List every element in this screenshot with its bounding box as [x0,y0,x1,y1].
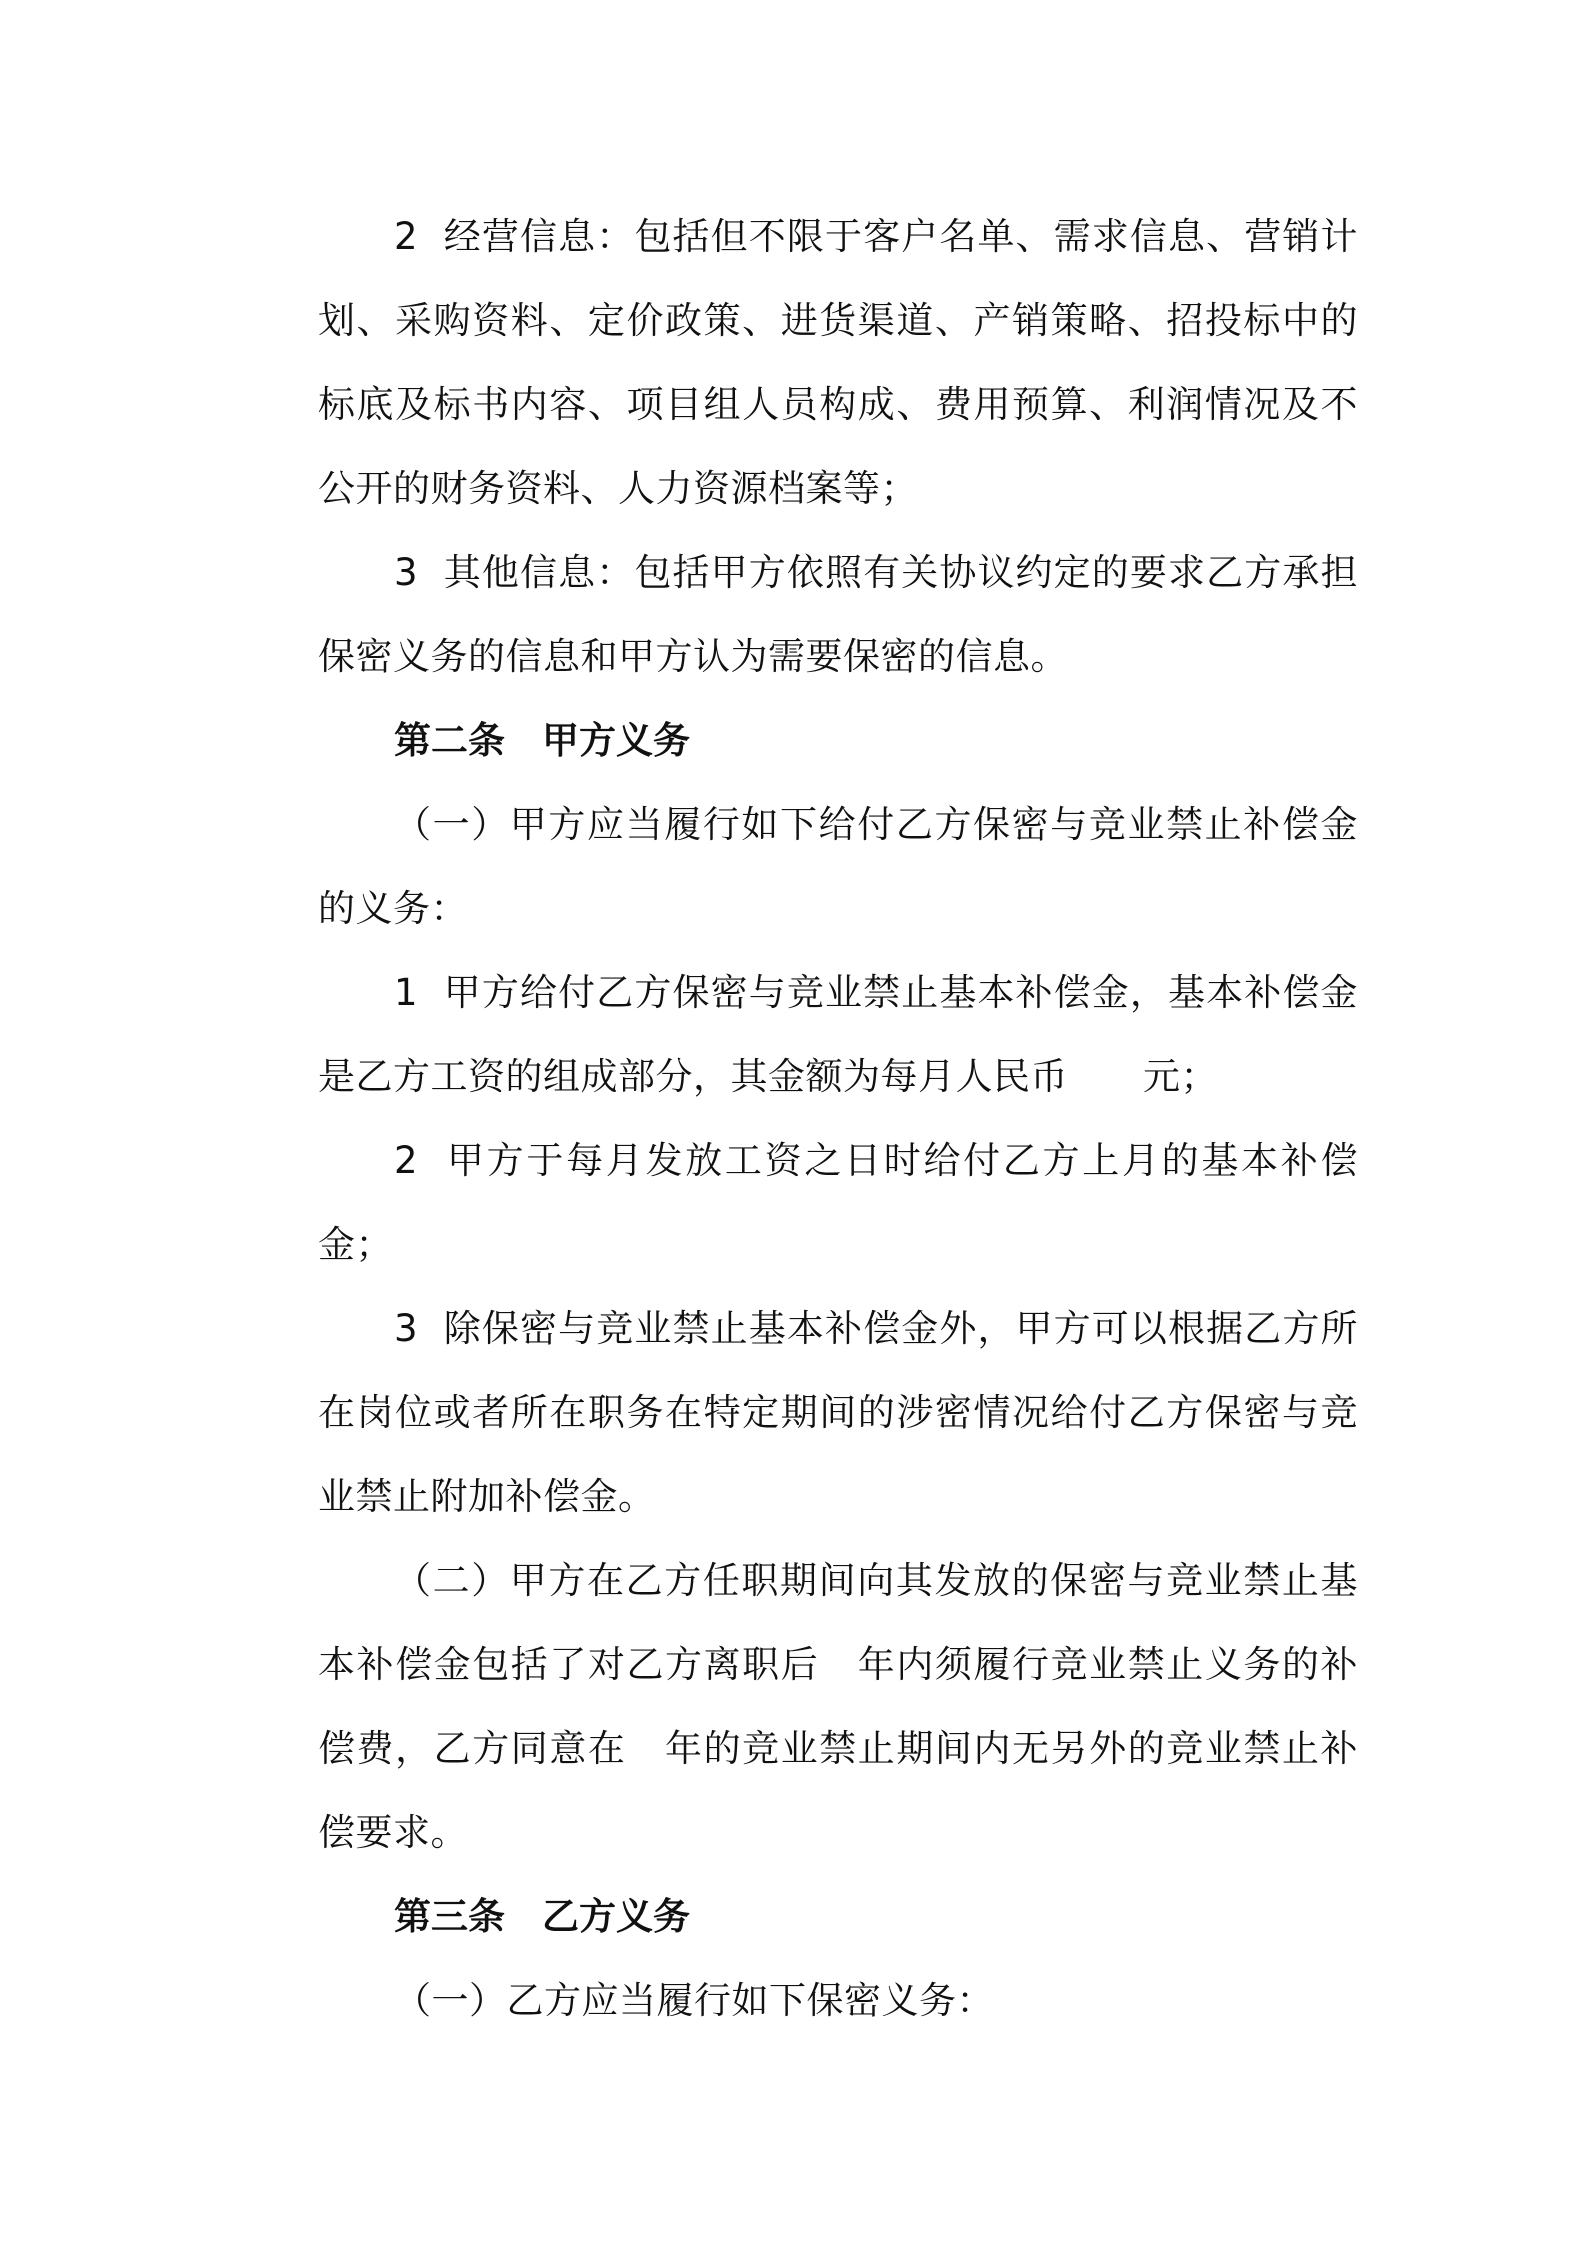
paragraph-party-a-obligation-1: （一）甲方应当履行如下给付乙方保密与竞业禁止补偿金的义务： [318,803,1358,930]
paragraph-business-info: 2 经营信息：包括但不限于客户名单、需求信息、营销计划、采购资料、定价政策、进货渠道、产销策略、招投标中的标底及标书内容、项目组人员构成、费用预算、利润情况及不公开的财务资料、人力资源档案等； [318,215,1358,510]
paragraph-other-info: 3 其他信息：包括甲方依照有关协议约定的要求乙方承担保密义务的信息和甲方认为需要保密的信息。 [318,551,1358,678]
paragraph-party-b-confidentiality: （一）乙方应当履行如下保密义务： [394,1979,994,2022]
paragraph-basic-compensation: 1 甲方给付乙方保密与竞业禁止基本补偿金，基本补偿金是乙方工资的组成部分，其金额为每月人民币 元； [318,971,1358,1098]
paragraph-monthly-payment: 2 甲方于每月发放工资之日时给付乙方上月的基本补偿金； [318,1139,1358,1266]
paragraph-party-a-obligation-2: （二）甲方在乙方任职期间向其发放的保密与竞业禁止基本补偿金包括了对乙方离职后 年内须履行竞业禁止义务的补偿费，乙方同意在 年的竞业禁止期间内无另外的竞业禁止补偿要求。 [318,1559,1358,1854]
article-2-heading: 第二条 甲方义务 [394,719,690,762]
article-3-heading: 第三条 乙方义务 [394,1895,690,1938]
document-body [318,195,1358,2043]
paragraph-additional-compensation: 3 除保密与竞业禁止基本补偿金外，甲方可以根据乙方所在岗位或者所在职务在特定期间的涉密情况给付乙方保密与竞业禁止附加补偿金。 [318,1307,1358,1518]
